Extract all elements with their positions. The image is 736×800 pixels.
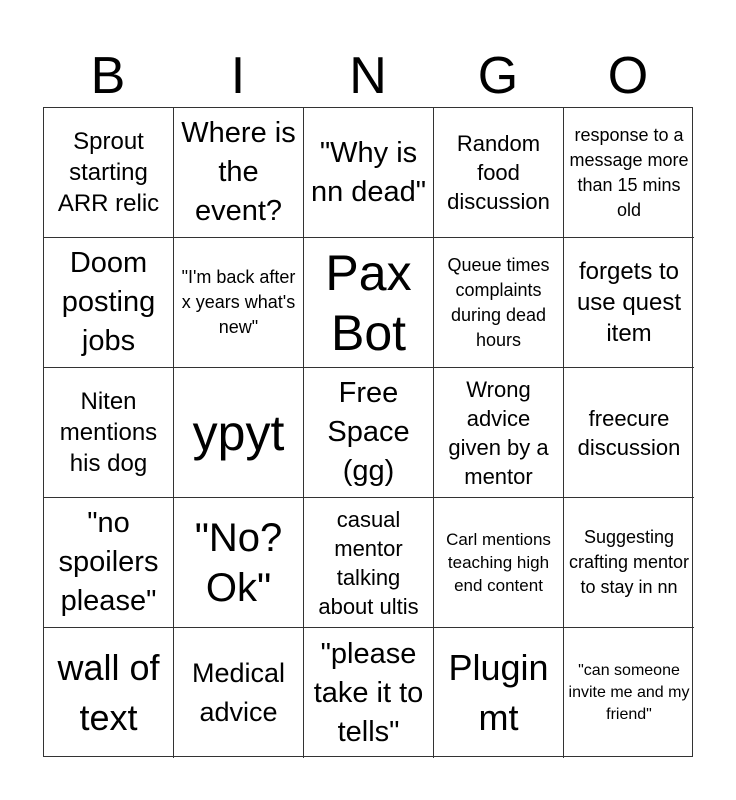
bingo-cell[interactable]: [304, 238, 434, 368]
cell-text: freecure discussion: [577, 405, 681, 460]
bingo-cell[interactable]: [564, 628, 694, 758]
cell-text: Plugin mt: [448, 647, 549, 738]
bingo-cell[interactable]: [304, 368, 434, 498]
cell-text: response to a message more than 15 mins old: [569, 124, 689, 220]
cell-text: Carl mentions teaching high end content: [446, 530, 551, 595]
bingo-cell[interactable]: [174, 368, 304, 498]
cell-text: Where is the event?: [181, 117, 296, 227]
cell-text: "I'm back after x years what's new": [181, 267, 296, 337]
bingo-cell[interactable]: [434, 238, 564, 368]
cell-text: Sprout starting ARR relic: [57, 128, 160, 217]
bingo-cell[interactable]: [174, 628, 304, 758]
bingo-cell[interactable]: [44, 108, 174, 238]
bingo-cell[interactable]: [44, 498, 174, 628]
bingo-board: [43, 107, 693, 757]
cell-text: "please take it to tells": [313, 637, 424, 748]
bingo-cell[interactable]: [434, 368, 564, 498]
bingo-cell[interactable]: [564, 238, 694, 368]
cell-text: Queue times complaints during dead hours: [447, 254, 550, 350]
cell-text: ypyt: [192, 404, 285, 461]
header-letter-n: N: [349, 47, 387, 105]
cell-text: Random food discussion: [447, 131, 550, 214]
cell-text: Medical advice: [191, 658, 286, 727]
bingo-cell[interactable]: [434, 498, 564, 628]
cell-text: Free Space (gg): [327, 377, 410, 487]
bingo-cell[interactable]: [304, 628, 434, 758]
bingo-cell[interactable]: [564, 108, 694, 238]
bingo-cell[interactable]: [434, 628, 564, 758]
bingo-cell[interactable]: [434, 108, 564, 238]
cell-text: "can someone invite me and my friend": [568, 662, 690, 723]
bingo-cell[interactable]: [304, 498, 434, 628]
bingo-header: [43, 46, 693, 106]
cell-text: wall of text: [57, 647, 160, 738]
cell-text: forgets to use quest item: [576, 258, 682, 347]
header-letter-o: O: [607, 47, 649, 105]
cell-text: Niten mentions his dog: [59, 388, 158, 477]
bingo-cell[interactable]: [564, 498, 694, 628]
header-letter-g: G: [477, 47, 519, 105]
cell-text: Wrong advice given by a mentor: [448, 376, 549, 489]
bingo-cell[interactable]: [304, 108, 434, 238]
bingo-cell[interactable]: [174, 238, 304, 368]
cell-text: casual mentor talking about ultis: [318, 506, 419, 619]
bingo-cell[interactable]: [564, 368, 694, 498]
bingo-cell[interactable]: [44, 628, 174, 758]
cell-text: "Why is nn dead": [310, 136, 427, 208]
bingo-cell[interactable]: [44, 368, 174, 498]
header-letter-i: I: [230, 47, 246, 105]
cell-text: "no spoilers please": [58, 507, 159, 617]
cell-text: "No? Ok": [194, 515, 283, 610]
header-letter-b: B: [90, 47, 126, 105]
cell-text: Doom posting jobs: [61, 247, 156, 357]
bingo-cell[interactable]: [44, 238, 174, 368]
bingo-cell[interactable]: [174, 498, 304, 628]
cell-text: Suggesting crafting mentor to stay in nn: [568, 527, 690, 597]
cell-text: Pax Bot: [325, 244, 412, 361]
bingo-cell[interactable]: [174, 108, 304, 238]
